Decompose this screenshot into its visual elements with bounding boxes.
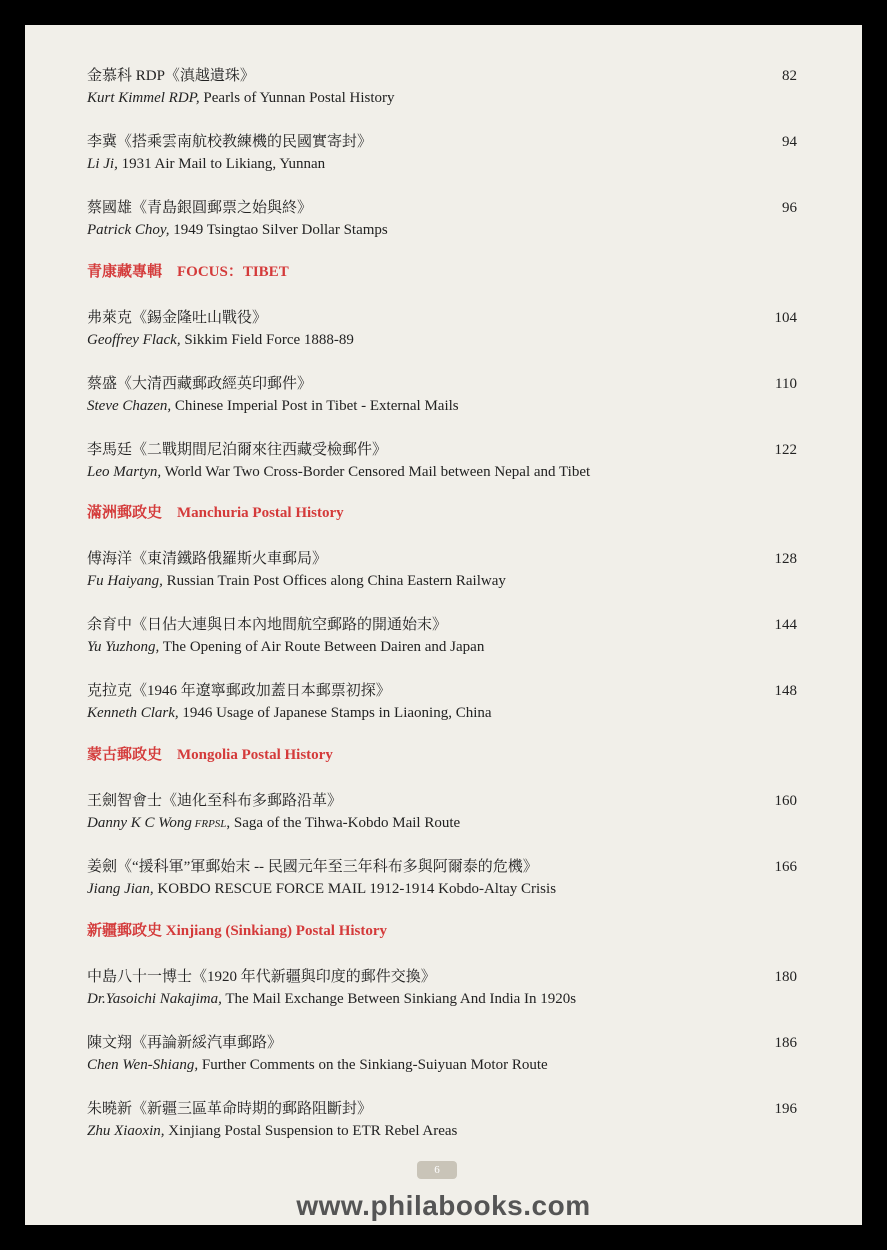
entry-chinese-title: 克拉克《1946 年遼寧郵政加蓋日本郵票初探》 (87, 683, 391, 699)
entry-page-number: 110 (775, 376, 797, 392)
entry-page-number: 160 (774, 793, 797, 809)
toc-entry[interactable] (87, 197, 797, 241)
entry-author-suffix: FRPSL (191, 818, 227, 830)
section-heading: 青康藏專輯 FOCUS：TIBET (87, 264, 289, 280)
entry-author: Jiang Jian, (87, 881, 154, 897)
entry-title: KOBDO RESCUE FORCE MAIL 1912-1914 Kobdo-Altay Crisis (153, 881, 557, 897)
entry-chinese-title: 李冀《搭乘雲南航校教練機的民國實寄封》 (87, 134, 373, 150)
entry-title: Chinese Imperial Post in Tibet - External Mails (171, 398, 459, 414)
toc-entry[interactable] (87, 1032, 797, 1076)
entry-english-title (87, 988, 797, 1010)
entry-page-number: 148 (774, 683, 797, 699)
entry-english-title (87, 812, 797, 834)
toc-entry[interactable] (87, 680, 797, 724)
entry-english-title (87, 329, 797, 351)
entry-author: Danny K C Wong (87, 815, 192, 831)
entry-chinese-title: 陳文翔《再論新綏汽車郵路》 (87, 1035, 283, 1051)
entry-page-number: 196 (774, 1101, 797, 1117)
entry-author: Patrick Choy, (87, 222, 170, 238)
entry-chinese-title: 中島八十一博士《1920 年代新疆與印度的郵件交換》 (87, 969, 436, 985)
entry-english-title (87, 87, 797, 109)
entry-author: Steve Chazen, (87, 398, 172, 414)
entry-author: Kenneth Clark, (87, 705, 179, 721)
entry-title: Further Comments on the Sinkiang-Suiyuan Motor Route (198, 1057, 548, 1073)
entry-english-title (87, 1054, 797, 1076)
entry-title: The Mail Exchange Between Sinkiang And India In 1920s (221, 991, 577, 1007)
entry-title: Russian Train Post Offices along China Eastern Railway (162, 573, 506, 589)
entry-title: 1931 Air Mail to Likiang, Yunnan (117, 156, 326, 172)
entry-author: Zhu Xiaoxin, (87, 1123, 165, 1139)
toc-entry[interactable] (87, 856, 797, 900)
toc-entry[interactable] (87, 548, 797, 592)
entry-title: Sikkim Field Force 1888-89 (180, 332, 354, 348)
entry-english-title (87, 1120, 797, 1142)
entry-english-title (87, 219, 797, 241)
entry-english-title (87, 461, 797, 483)
entry-chinese-title: 朱曉新《新疆三區革命時期的郵路阻斷封》 (87, 1101, 373, 1117)
toc-entry[interactable] (87, 131, 797, 175)
entry-english-title (87, 702, 797, 724)
entry-author: Kurt Kimmel RDP, (87, 90, 200, 106)
section-heading: 滿洲郵政史 Manchuria Postal History (87, 505, 344, 521)
entry-title: World War Two Cross-Border Censored Mail between Nepal and Tibet (161, 464, 591, 480)
entry-english-title (87, 570, 797, 592)
entry-chinese-title: 王劍智會士《迪化至科布多郵路沿革》 (87, 793, 343, 809)
toc-entry[interactable] (87, 966, 797, 1010)
entry-english-title (87, 153, 797, 175)
toc-entry[interactable] (87, 65, 797, 109)
entry-title: 1949 Tsingtao Silver Dollar Stamps (169, 222, 388, 238)
toc-page (25, 25, 862, 1225)
entry-english-title (87, 395, 797, 417)
entry-page-number: 186 (774, 1035, 797, 1051)
entry-page-number: 94 (782, 134, 797, 150)
toc-entry[interactable] (87, 614, 797, 658)
entry-page-number: 122 (774, 442, 797, 458)
entry-page-number: 144 (774, 617, 797, 633)
toc-entry[interactable] (87, 373, 797, 417)
toc-entry[interactable] (87, 439, 797, 483)
entry-author: Chen Wen-Shiang, (87, 1057, 199, 1073)
section-heading: 新疆郵政史 Xinjiang (Sinkiang) Postal History (87, 923, 388, 939)
section-heading: 蒙古郵政史 Mongolia Postal History (87, 747, 333, 763)
page-number-badge: 6 (417, 1161, 457, 1179)
entry-chinese-title: 蔡國雄《青島銀圓郵票之始與終》 (87, 200, 313, 216)
entry-author: Yu Yuzhong, (87, 639, 160, 655)
toc-entry[interactable] (87, 307, 797, 351)
entry-page-number: 180 (774, 969, 797, 985)
entry-chinese-title: 蔡盛《大清西藏郵政經英印郵件》 (87, 376, 313, 392)
entry-author: Li Ji, (87, 156, 118, 172)
entry-chinese-title: 余育中《日佔大連與日本內地間航空郵路的開通始末》 (87, 617, 448, 633)
entry-page-number: 96 (782, 200, 797, 216)
toc-entry[interactable] (87, 790, 797, 834)
entry-page-number: 128 (774, 551, 797, 567)
entry-english-title (87, 636, 797, 658)
entry-author: Leo Martyn, (87, 464, 162, 480)
entry-title: The Opening of Air Route Between Dairen and Japan (159, 639, 485, 655)
entry-chinese-title: 姜劍《“援科軍”軍郵始末 -- 民國元年至三年科布多與阿爾泰的危機》 (87, 859, 538, 875)
entry-title: 1946 Usage of Japanese Stamps in Liaoning, China (178, 705, 492, 721)
entry-page-number: 82 (782, 68, 797, 84)
entry-english-title (87, 878, 797, 900)
entry-author: Fu Haiyang, (87, 573, 163, 589)
entry-title: Xinjiang Postal Suspension to ETR Rebel Areas (164, 1123, 458, 1139)
toc-entry[interactable] (87, 1098, 797, 1142)
entry-page-number: 166 (774, 859, 797, 875)
entry-author: Dr.Yasoichi Nakajima, (87, 991, 222, 1007)
watermark: www.philabooks.com (296, 1190, 591, 1221)
entry-title: Pearls of Yunnan Postal History (199, 90, 395, 106)
entry-chinese-title: 弗萊克《錫金隆吐山戰役》 (87, 310, 268, 326)
entry-author: Geoffrey Flack, (87, 332, 181, 348)
entry-title: , Saga of the Tihwa-Kobdo Mail Route (226, 815, 461, 831)
entry-chinese-title: 李馬廷《二戰期間尼泊爾來往西藏受檢郵件》 (87, 442, 388, 458)
entry-page-number: 104 (774, 310, 797, 326)
entry-chinese-title: 傅海洋《東清鐵路俄羅斯火車郵局》 (87, 551, 328, 567)
entry-chinese-title: 金慕科 RDP《滇越遺珠》 (87, 68, 255, 84)
